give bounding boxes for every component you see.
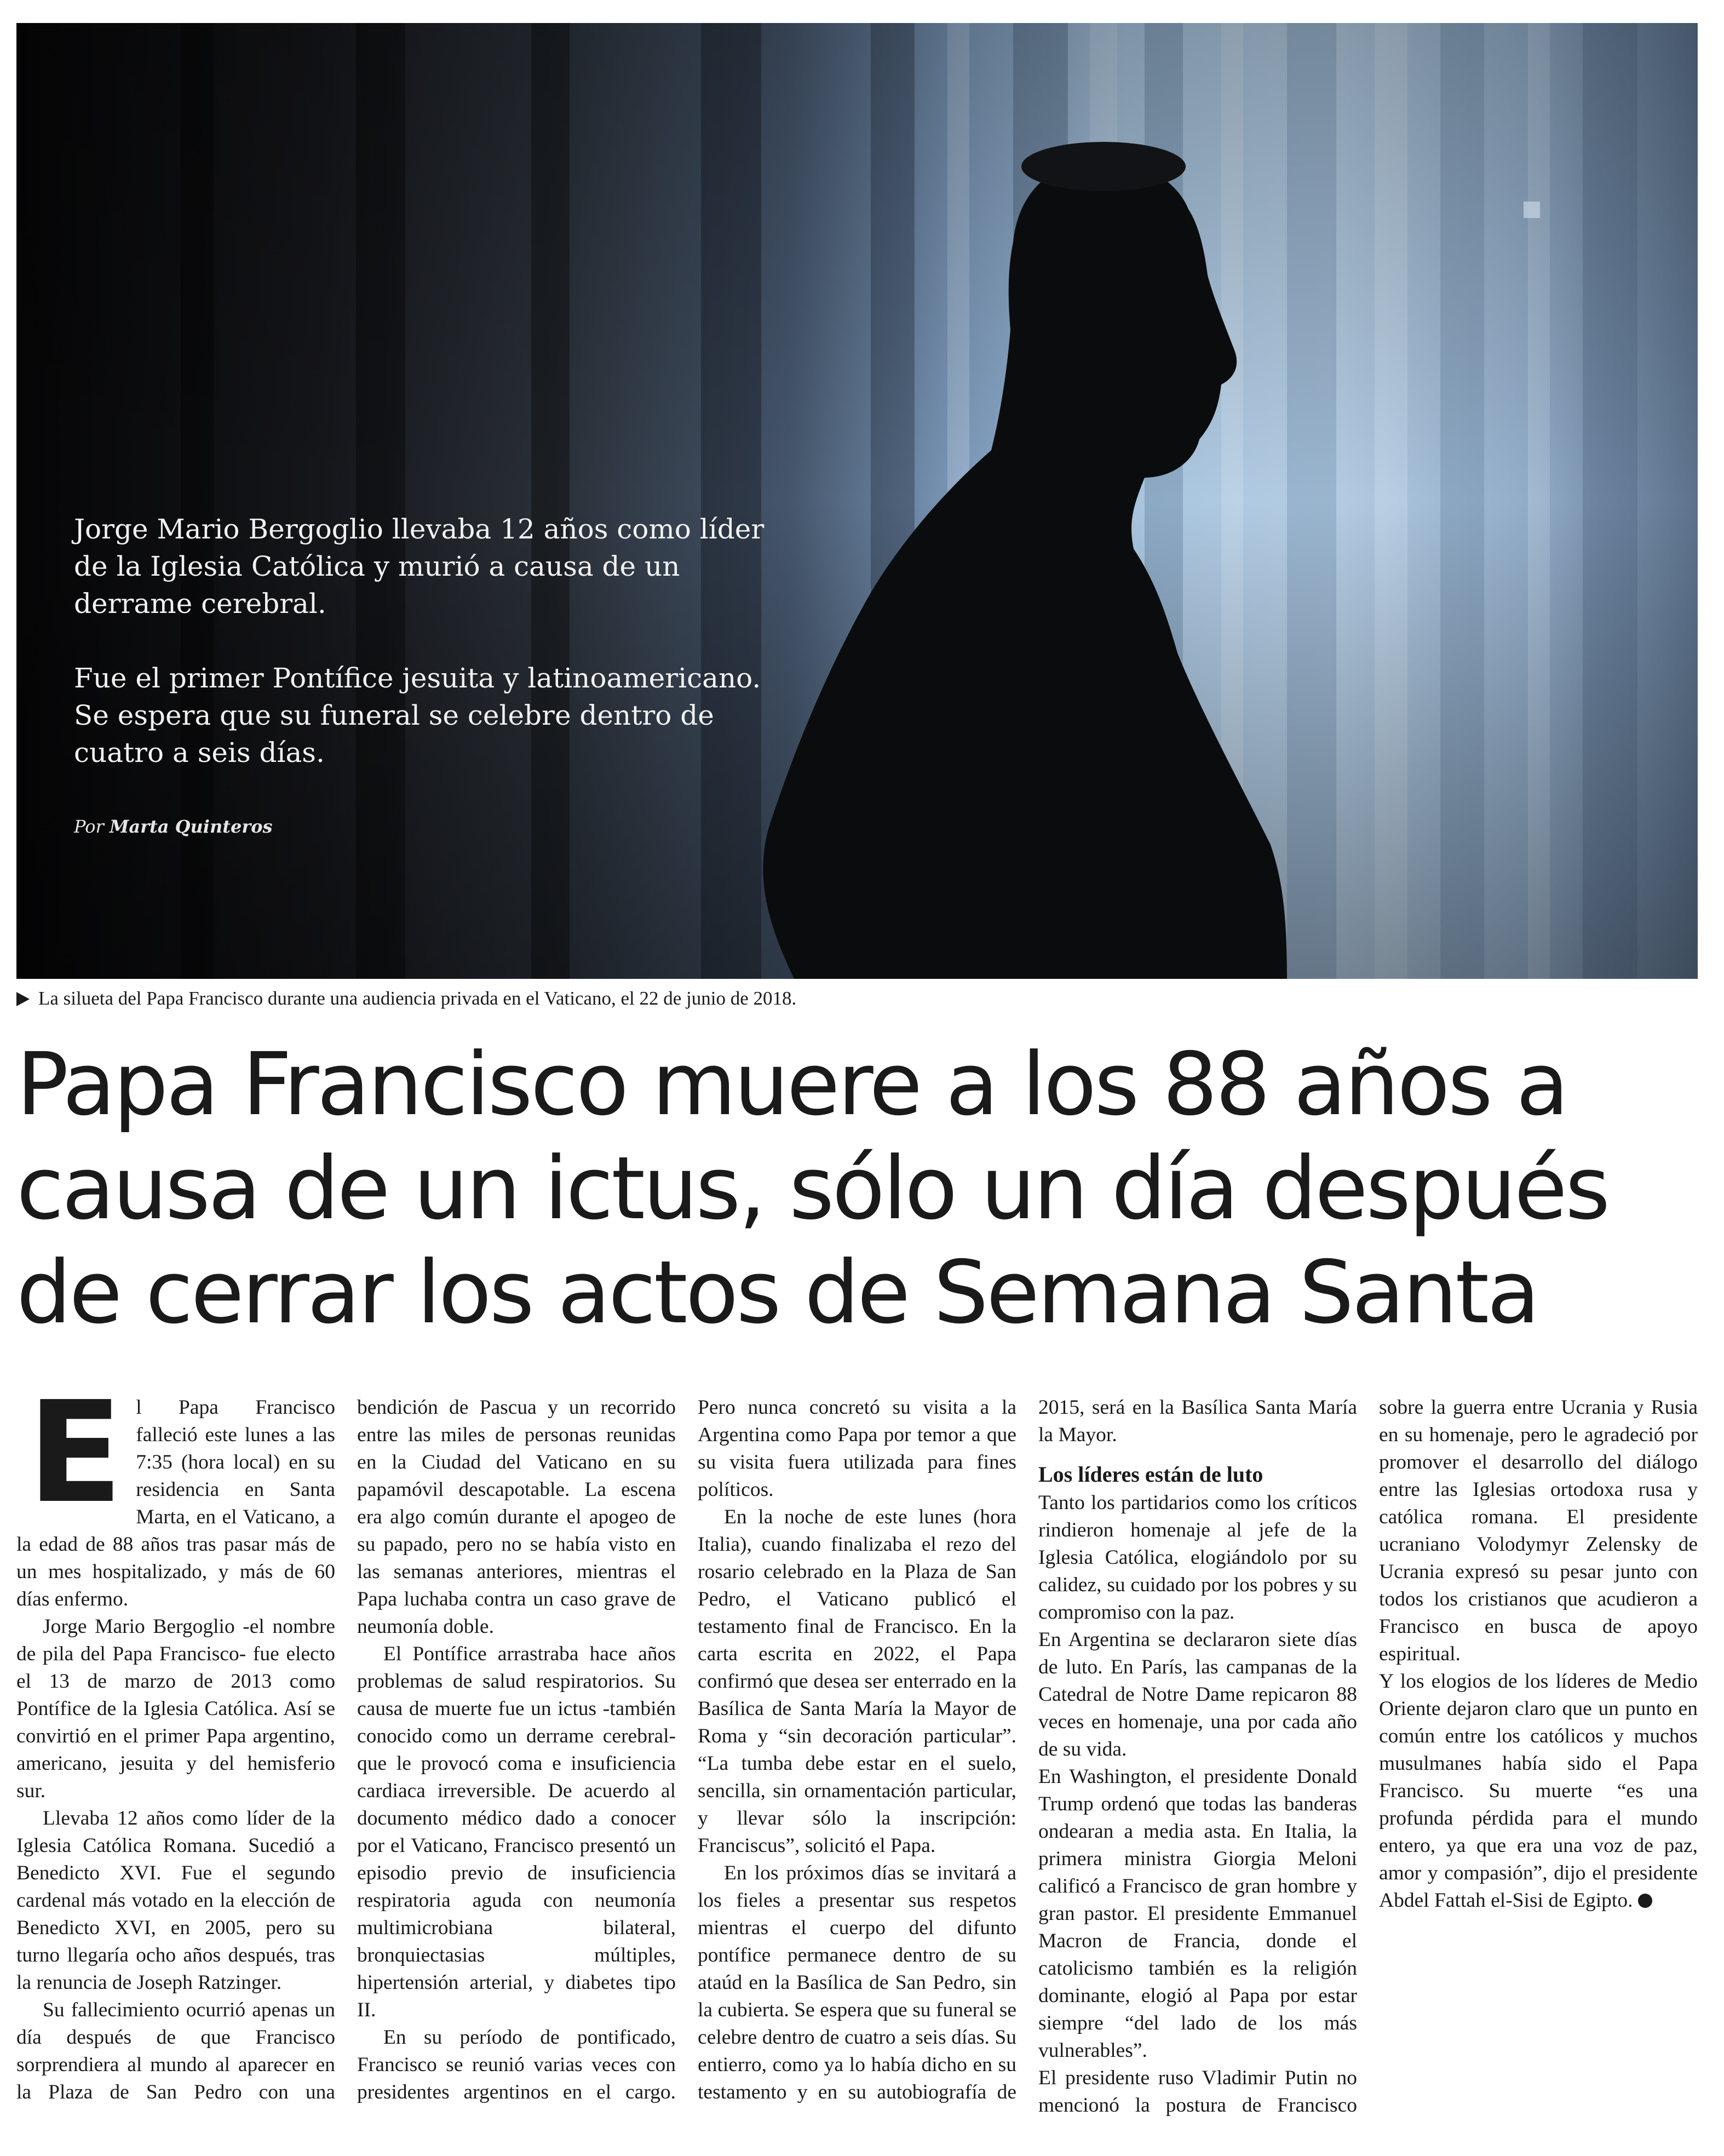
article-paragraph: En la noche de este lunes (hora Italia), cuando finalizaba el rezo del rosario celebrado en la Plaza de San Pedro, el Vaticano publicó el testamento final de Francisco. En la carta escrita en 2022, el Papa confirmó que desea ser enterrado en la Basílica de Santa María la Mayor de Roma y “sin decoración particular”. “La tumba debe estar en el suelo, sencilla, sin ornamentación particular, y llevar sólo la inscripción: Franciscus”, solicitó el Papa. — [698, 1506, 1016, 1857]
article-paragraph: Llevaba 12 años como líder de la Iglesia Católica Romana. Sucedió a Benedicto XVI. Fue el segundo cardenal más votado en la elección de Benedicto XVI, en 2005, pero su turno llegaría ocho años después, tras la renuncia de Joseph Ratzinger. — [16, 1807, 335, 1994]
photo-caption — [16, 988, 1698, 1010]
article-paragraph: El presidente ruso Vladimir Putin no mencionó la postura de Francisco sobre la guerra entre Ucrania y Rusia en su homenaje, pero le agradeció por promover el desarrollo del diálogo entre las Iglesias ortodoxa rusa y católica romana. El presidente ucraniano Volodymyr Zelensky de Ucrania expresó su pesar junto con todos los cristianos que acudieron a Francisco en busca de apoyo espiritual. — [1038, 1396, 1698, 2117]
article-paragraph — [1379, 1668, 1698, 1914]
byline-author: Marta Quinteros — [109, 816, 273, 837]
byline-prefix: Por — [74, 816, 104, 837]
caption-text: La silueta del Papa Francisco durante una audiencia privada en el Vaticano, el 22 de junio de 2018. — [38, 988, 797, 1009]
article-paragraph: En su período de pontificado, Francisco se reunió varias veces con presidentes argentinos en el cargo. Pero nunca concretó su visita a la Argentina como Papa por temor a que su visita fuera utilizada para fines políticos. — [357, 1396, 1016, 2103]
drop-cap: E — [27, 1372, 123, 1534]
article-paragraph: Su fallecimiento ocurrió apenas un día después de que Francisco sorprendiera al mundo al aparecer en la Plaza de San Pedro con una bendición de Pascua y un recorrido entre las miles de personas reunidas en la Ciudad del Vaticano en su papamóvil descapotable. La escena era algo común durante el apogeo de su papado, pero no se había visto en las semanas anteriores, mientras el Papa luchaba contra un caso grave de neumonía doble. — [16, 1396, 676, 2103]
caption-triangle-icon — [16, 992, 30, 1006]
article-paragraph-text: Y los elogios de los líderes de Medio Oriente dejaron claro que un punto en común entre los católicos y muchos musulmanes había sido el Papa Francisco. Su muerte “es una profunda pérdida para el mundo entero, ya que era una voz de paz, amor y compasión”, dijo el presidente Abdel Fattah el-Sisi de Egipto. — [1379, 1670, 1698, 1912]
headline: Papa Francisco muere a los 88 años a causa de un ictus, sólo un día después de cerrar los actos de Semana Santa — [16, 1034, 1608, 1343]
article-paragraph: El Pontífice arrastraba hace años problemas de salud respiratorios. Su causa de muerte fue un ictus -también conocido como un derrame cerebral- que le provocó coma e insuficiencia cardiaca irreversible. De acuerdo al documento médico dado a conocer por el Vaticano, Francisco presentó un episodio previo de insuficiencia respiratoria aguda con neumonía multimicrobiana bilateral, bronquiectasias múltiples, hipertensión arterial, y diabetes tipo II. — [357, 1643, 676, 2021]
hero-photo — [16, 23, 1698, 979]
end-mark-icon — [1638, 1894, 1652, 1908]
photo-lede — [74, 511, 786, 808]
article-body — [16, 1372, 1698, 2131]
article-subhead: Los líderes están de luto — [1038, 1462, 1263, 1487]
article-paragraph: Tanto los partidarios como los críticos rindieron homenaje al jefe de la Iglesia Católica, elogiándolo por su calidez, su cuidado por los pobres y su compromiso con la paz. — [1038, 1492, 1357, 1624]
article-paragraph-text: l Papa Francisco falleció este lunes a las 7:35 (hora local) en su residencia en Santa Marta, en el Vaticano, a la edad de 88 años tras pasar más de un mes hospitalizado, y más de 60 días enfermo. — [16, 1396, 335, 1610]
article-paragraph: En los próximos días se invitará a los fieles a presentar sus respetos mientras el cuerpo del difunto pontífice permanece dentro de su ataúd en la Basílica de San Pedro, sin la cubierta. Se espera que su funeral se celebre dentro de cuatro a seis días. Su entierro, como ya lo había dicho en su testamento y en su autobiografía de 2015, será en la Basílica Santa María la Mayor. — [698, 1396, 1357, 2103]
article-paragraph: Jorge Mario Bergoglio -el nombre de pila del Papa Francisco- fue electo el 13 de marzo de 2013 como Pontífice de la Iglesia Católica. Así se convirtió en el primer Papa argentino, americano, jesuita y del hemisferio sur. — [16, 1615, 335, 1802]
lede-paragraph-1: Jorge Mario Bergoglio llevaba 12 años como líder de la Iglesia Católica y murió a causa de un derrame cerebral. — [74, 513, 765, 620]
lede-paragraph-2: Fue el primer Pontífice jesuita y latinoamericano. Se espera que su funeral se celebre dentro de cuatro a seis días. — [74, 662, 761, 769]
article-paragraph — [16, 1372, 335, 1613]
article-paragraph: En Argentina se declararon siete días de luto. En París, las campanas de la Catedral de Notre Dame repicaron 88 veces en homenaje, una por cada año de su vida. — [1038, 1629, 1357, 1761]
article-paragraph: En Washington, el presidente Donald Trump ordenó que todas las banderas ondearan a media asta. En Italia, la primera ministra Giorgia Meloni calificó a Francisco de gran hombre y gran pastor. El presidente Emmanuel Macron de Francia, donde el catolicismo también es la religión dominante, elogió al Papa por estar siempre “del lado de los más vulnerables”. — [1038, 1765, 1357, 2062]
byline — [74, 816, 273, 837]
